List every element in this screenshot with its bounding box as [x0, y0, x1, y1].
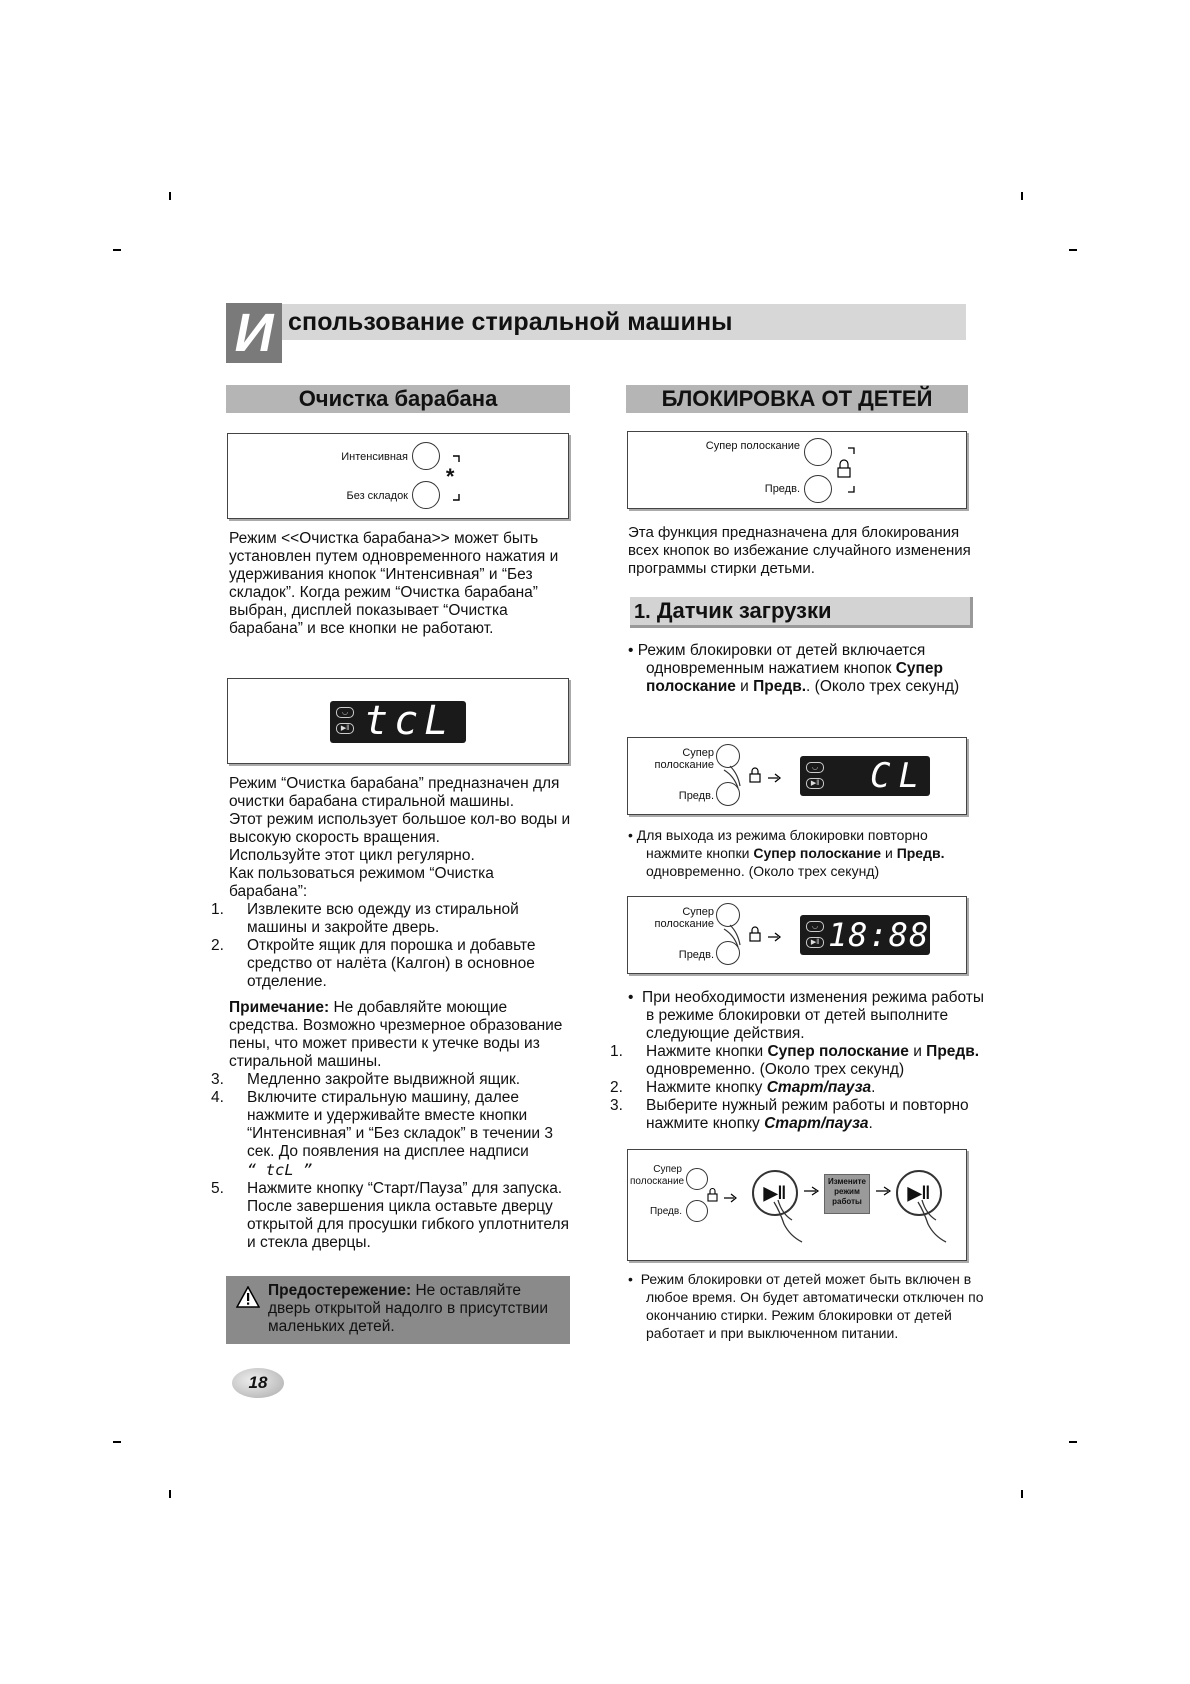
- note: Примечание: Не добавляйте моющие средства. Возможно чрезмерное образование пены, что может привести к утечке воды из стиральной машины.: [229, 999, 563, 1070]
- header-initial-letter: И: [226, 303, 282, 363]
- lcd-digits: tcL: [364, 698, 455, 744]
- warning-text: Предостережение: Не оставляйте дверь открытой надолго в присутствии маленьких детей.: [268, 1282, 548, 1335]
- start-pause-button[interactable]: ▶‖: [752, 1170, 798, 1216]
- crop-mark: [113, 1441, 121, 1443]
- step-item: “ tcL ”: [247, 1161, 313, 1179]
- child-lock-icon: [834, 442, 870, 498]
- crop-mark: [1021, 1490, 1023, 1498]
- section-title-drum-clean: Очистка барабана: [226, 385, 570, 413]
- paragraph: Как пользоваться режимом “Очистка барабана”:: [229, 865, 494, 900]
- start-pause-button[interactable]: ▶‖: [896, 1170, 942, 1216]
- label-no-wrinkle: Без складок: [346, 490, 408, 502]
- panel-display-cl: [627, 737, 967, 815]
- warning-label: Предостережение:: [268, 1282, 412, 1299]
- warning-box: [226, 1276, 570, 1344]
- hand-icon: [912, 1198, 952, 1248]
- page-number: 18: [232, 1368, 284, 1398]
- panel-change-mode-diagram: [627, 1149, 967, 1261]
- asterisk-icon: *: [445, 464, 454, 489]
- panel-display-time: [627, 896, 967, 974]
- lcd-digits: CL: [870, 756, 927, 796]
- drum-clean-description: [211, 775, 571, 1252]
- lcd-display: [800, 915, 930, 955]
- bullet-lock-on: • Режим блокировки от детей включается одновременным нажатием кнопок Супер полоскание и Предв.. (Около трех секунд): [628, 642, 960, 695]
- press-hand-icon: [720, 915, 790, 955]
- arrow-right-icon: [802, 1184, 822, 1198]
- label-prewash: Предв.: [678, 949, 714, 961]
- drum-clean-intro: Режим <<Очистка барабана>> может быть установлен путем одновременного нажатия и удерживания кнопок “Интенсивная” и “Без складок”. Когда режим “Очистка барабана” выбран, дисплей показывает “Очистка барабана” и все кнопки не работают.: [229, 530, 559, 637]
- lcd-digits: 18:88: [828, 916, 930, 954]
- bullet-lock-info: • Режим блокировки от детей может быть включен в любое время. Он будет автоматически отключен по окончанию стирки. Режим блокировки от детей работает и при выключенном питании.: [628, 1271, 984, 1341]
- super-rinse-button[interactable]: [804, 438, 832, 466]
- lock-arrow-icon: [698, 1180, 748, 1220]
- crop-mark: [169, 192, 171, 200]
- crop-mark: [1069, 1441, 1077, 1443]
- label-prewash: Предв.: [678, 790, 714, 802]
- paragraph: Используйте этот цикл регулярно.: [229, 847, 475, 864]
- child-lock-intro: Эта функция предназначена для блокирования всех кнопок во избежание случайного изменения программы стирки детьми.: [628, 524, 971, 577]
- spin-icon: ◡: [336, 707, 354, 718]
- step-item: 1. Извлеките всю одежду из стиральной машины и закройте дверь.: [211, 901, 519, 936]
- arrow-right-icon: [874, 1184, 894, 1198]
- prewash-button[interactable]: [804, 475, 832, 503]
- crop-mark: [1021, 192, 1023, 200]
- step-item: 5. Нажмите кнопку “Старт/Пауза” для запуска. После завершения цикла оставьте дверцу открытой для просушки гибкого уплотнителя и стекла дверцы.: [211, 1180, 569, 1251]
- bullet-item: • При необходимости изменения режима работы в режиме блокировки от детей выполните следующие действия.: [628, 989, 985, 1042]
- panel-drum-clean-buttons: [227, 433, 569, 519]
- play-pause-icon: ▶‖: [806, 937, 824, 948]
- spin-icon: ◡: [806, 762, 824, 773]
- subsection-title: 1. Датчик загрузки: [634, 598, 832, 623]
- change-mode-instructions: [610, 989, 988, 1133]
- press-hand-icon: [720, 756, 790, 796]
- lcd-display: [330, 698, 466, 744]
- panel-child-lock-buttons: [627, 431, 967, 509]
- step-item: 4. Включите стиральную машину, далее нажмите и удерживайте вместе кнопки “Интенсивная” и “Без складок” в течении 3 сек. До появления на дисплее надписи: [211, 1089, 553, 1160]
- label-prewash: Предв.: [764, 483, 800, 495]
- step-item: 3. Выберите нужный режим работы и повторно нажмите кнопку Старт/пауза.: [610, 1097, 969, 1132]
- label-super-rinse: Супер полоскание: [654, 747, 714, 771]
- paragraph: Режим “Очистка барабана” предназначен для очистки барабана стиральной машины.: [229, 775, 560, 810]
- step-item: 3. Медленно закройте выдвижной ящик.: [211, 1071, 521, 1088]
- crop-mark: [113, 249, 121, 251]
- label-super-rinse: Супер полоскание: [654, 906, 714, 930]
- spin-icon: ◡: [806, 921, 824, 932]
- label-super-rinse: Супер полоскание: [705, 440, 800, 452]
- bullet-lock-off: • Для выхода из режима блокировки повторно нажмите кнопки Супер полоскание и Предв. одновременно. (Около трех секунд): [628, 827, 945, 879]
- crop-mark: [1069, 249, 1077, 251]
- step-item: 2. Откройте ящик для порошка и добавьте средство от налёта (Калгон) в основное отделение.: [211, 937, 536, 990]
- intensive-button[interactable]: [412, 442, 440, 470]
- label-super-rinse: Супер полоскание: [630, 1164, 685, 1187]
- hand-icon: [768, 1198, 808, 1248]
- no-wrinkle-button[interactable]: [412, 481, 440, 509]
- play-pause-icon: ▶‖: [336, 723, 354, 734]
- warning-icon: [236, 1286, 260, 1308]
- section-title-child-lock: БЛОКИРОВКА ОТ ДЕТЕЙ: [626, 385, 968, 413]
- crop-mark: [169, 1490, 171, 1498]
- change-mode-label: Измените режим работы: [824, 1174, 870, 1214]
- play-pause-icon: ▶‖: [806, 778, 824, 789]
- paragraph: Этот режим использует большое кол-во воды и высокую скорость вращения.: [229, 811, 571, 846]
- lcd-display: [800, 756, 930, 796]
- step-item: 1. Нажмите кнопки Супер полоскание и Предв. одновременно. (Около трех секунд): [610, 1043, 980, 1078]
- panel-display-tcl: [227, 678, 569, 764]
- label-prewash: Предв.: [649, 1206, 682, 1217]
- page-title: спользование стиральной машины: [288, 308, 733, 336]
- label-intensive: Интенсивная: [341, 451, 408, 463]
- note-label: Примечание:: [229, 999, 330, 1016]
- step-item: 2. Нажмите кнопку Старт/пауза.: [610, 1079, 876, 1096]
